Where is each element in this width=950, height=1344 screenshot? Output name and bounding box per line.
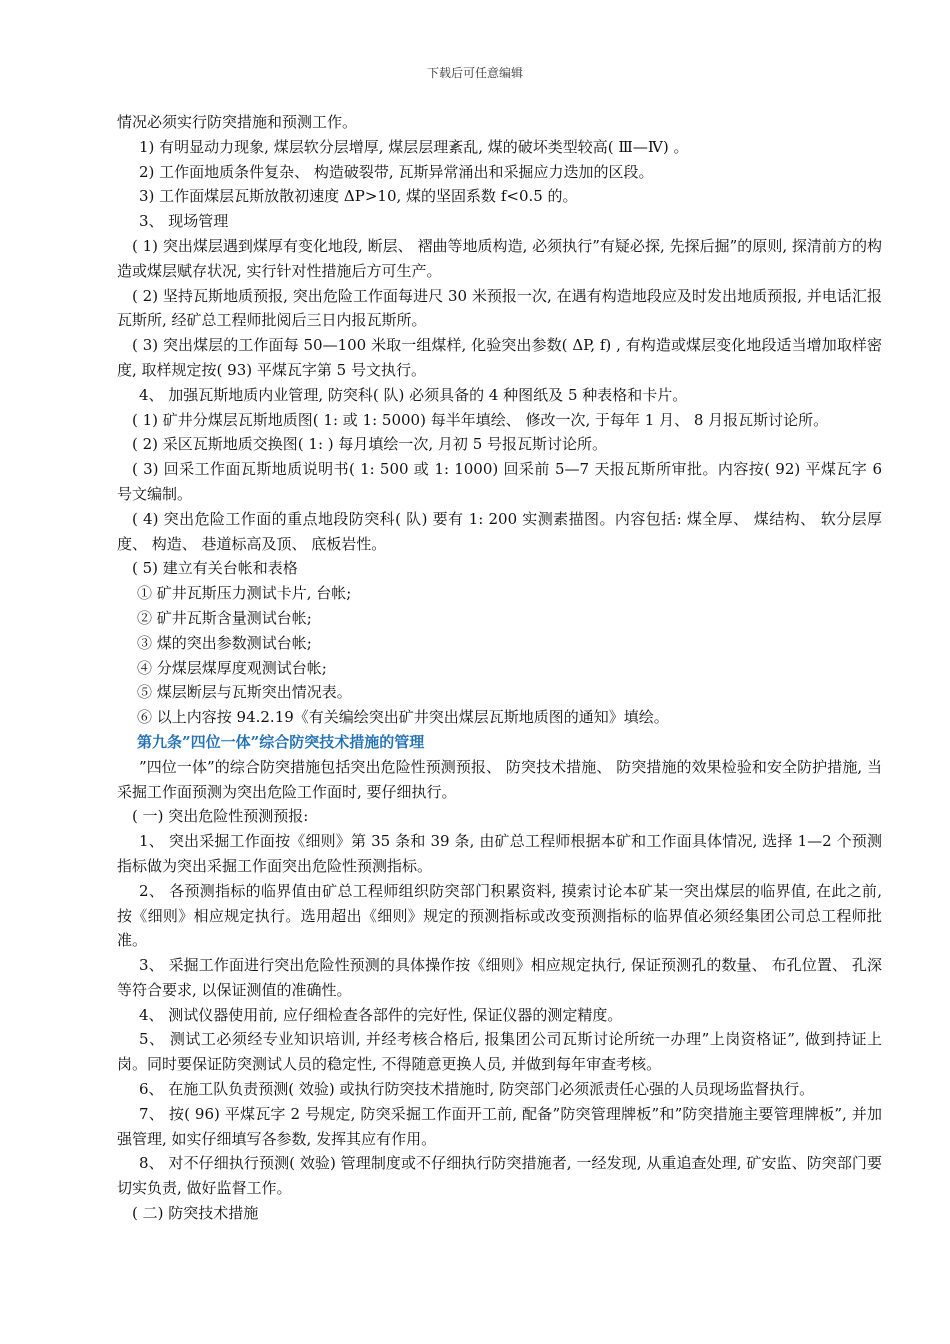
paragraph: 3、 现场管理 <box>139 212 229 231</box>
paragraph: 2、 各预测指标的临界值由矿总工程师组织防突部门积累资料, 摸索讨论本矿某一突出煤层的临界值, 在此之前, 按《细则》相应规定执行。选用超出《细则》规定的预测指标或改变预测指标的临界值必须经集团公司总工程师批准。 <box>117 881 882 950</box>
paragraph: 6、 在施工队负责预测( 效验) 或执行防突技术措施时, 防突部门必须派责任心强的人员现场监督执行。 <box>139 1080 815 1099</box>
paragraph: ( 3) 突出煤层的工作面每 50—100 米取一组煤样, 化验突出参数( ΔP, f) , 有构造或煤层变化地段适当增加取样密度, 取样规定按( 93) 平煤瓦字第 5 号文执行。 <box>117 336 882 379</box>
paragraph: 情况必须实行防突措施和预测工作。 <box>117 113 358 131</box>
paragraph: ( 2) 采区瓦斯地质交换图( 1: ) 每月填绘一次, 月初 5 号报瓦斯讨论所。 <box>132 435 608 454</box>
paragraph: 8、 对不仔细执行预测( 效验) 管理制度或不仔细执行防突措施者, 一经发现, 从重追查处理, 矿安监、防突部门要切实负责, 做好监督工作。 <box>117 1154 882 1198</box>
paragraph: 1、 突出采掘工作面按《细则》第 35 条和 39 条, 由矿总工程师根据本矿和工作面具体情况, 选择 1—2 个预测指标做为突出采掘工作面突出危险性预测指标。 <box>117 832 882 875</box>
paragraph: 7、 按( 96) 平煤瓦字 2 号规定, 防突采掘工作面开工前, 配备”防突管理牌板”和”防突措施主要管理牌板”, 并加强管理, 如实仔细填写各参数, 发挥其应有作用。 <box>117 1104 882 1148</box>
paragraph: ② 矿井瓦斯含量测试台帐; <box>137 608 312 627</box>
paragraph: ( 3) 回采工作面瓦斯地质说明书( 1: 500 或 1: 1000) 回采前 5—7 天报瓦斯所审批。内容按( 92) 平煤瓦字 6 号文编制。 <box>117 460 882 503</box>
paragraph: ( 一) 突出危险性预测预报: <box>132 807 309 826</box>
paragraph: ( 5) 建立有关台帐和表格 <box>132 559 298 578</box>
paragraph: 4、 测试仪器使用前, 应仔细检查各部件的完好性, 保证仪器的测定精度。 <box>139 1005 623 1024</box>
paragraph: ( 1) 突出煤层遇到煤厚有变化地段, 断层、 褶曲等地质构造, 必须执行”有疑必探, 先探后掘”的原则, 探清前方的构造或煤层赋存状况, 实行针对性措施后方可生产。 <box>117 236 882 280</box>
paragraph: ( 2) 坚持瓦斯地质预报, 突出危险工作面每进尺 30 米预报一次, 在遇有构造地段应及时发出地质预报, 并电话汇报瓦斯所, 经矿总工程师批阅后三日内报瓦斯所。 <box>117 286 882 330</box>
paragraph: ③ 煤的突出参数测试台帐; <box>137 633 312 652</box>
paragraph: 4、 加强瓦斯地质内业管理, 防突科( 队) 必须具备的 4 种图纸及 5 种表格和卡片。 <box>139 385 688 404</box>
paragraph: 2) 工作面地质条件复杂、 构造破裂带, 瓦斯异常涌出和采掘应力迭加的区段。 <box>139 162 654 181</box>
paragraph: ( 1) 矿井分煤层瓦斯地质图( 1: 或 1: 5000) 每半年填绘、 修改一次, 于每年 1 月、 8 月报瓦斯讨论所。 <box>132 410 829 429</box>
paragraph: 1) 有明显动力现象, 煤层软分层增厚, 煤层层理紊乱, 煤的破坏类型较高( Ⅲ—Ⅳ) 。 <box>139 137 689 156</box>
paragraph: ⑥ 以上内容按 94.2.19《有关编绘突出矿井突出煤层瓦斯地质图的通知》填绘。 <box>137 708 669 727</box>
paragraph: 3) 工作面煤层瓦斯放散初速度 ΔP>10, 煤的坚固系数 f<0.5 的。 <box>139 187 578 206</box>
paragraph: ④ 分煤层煤厚度观测试台帐; <box>137 658 327 677</box>
page-header: 下载后可任意编辑 <box>426 66 523 80</box>
document-body <box>117 110 882 1226</box>
paragraph: ⑤ 煤层断层与瓦斯突出情况表。 <box>137 683 352 702</box>
paragraph: ( 4) 突出危险工作面的重点地段防突科( 队) 要有 1: 200 实测素描图。内容包括: 煤全厚、 煤结构、 软分层厚度、 构造、 巷道标高及顶、 底板岩性。 <box>117 509 882 553</box>
paragraph: ”四位一体”的综合防突措施包括突出危险性预测预报、 防突技术措施、 防突措施的效果检验和安全防护措施, 当采掘工作面预测为突出危险工作面时, 要仔细执行。 <box>117 757 882 801</box>
paragraph: ( 二) 防突技术措施 <box>132 1204 259 1223</box>
section-heading: 第九条”四位一体”综合防突技术措施的管理 <box>137 732 425 751</box>
paragraph: 5、 测试工必须经专业知识培训, 并经考核合格后, 报集团公司瓦斯讨论所统一办理”上岗资格证”, 做到持证上岗。同时要保证防突测试人员的稳定性, 不得随意更换人员, 并做到每年审查考核。 <box>117 1030 882 1074</box>
paragraph: 3、 采掘工作面进行突出危险性预测的具体操作按《细则》相应规定执行, 保证预测孔的数量、 布孔位置、 孔深等符合要求, 以保证测值的准确性。 <box>117 956 882 999</box>
paragraph: ① 矿井瓦斯压力测试卡片, 台帐; <box>137 584 352 603</box>
